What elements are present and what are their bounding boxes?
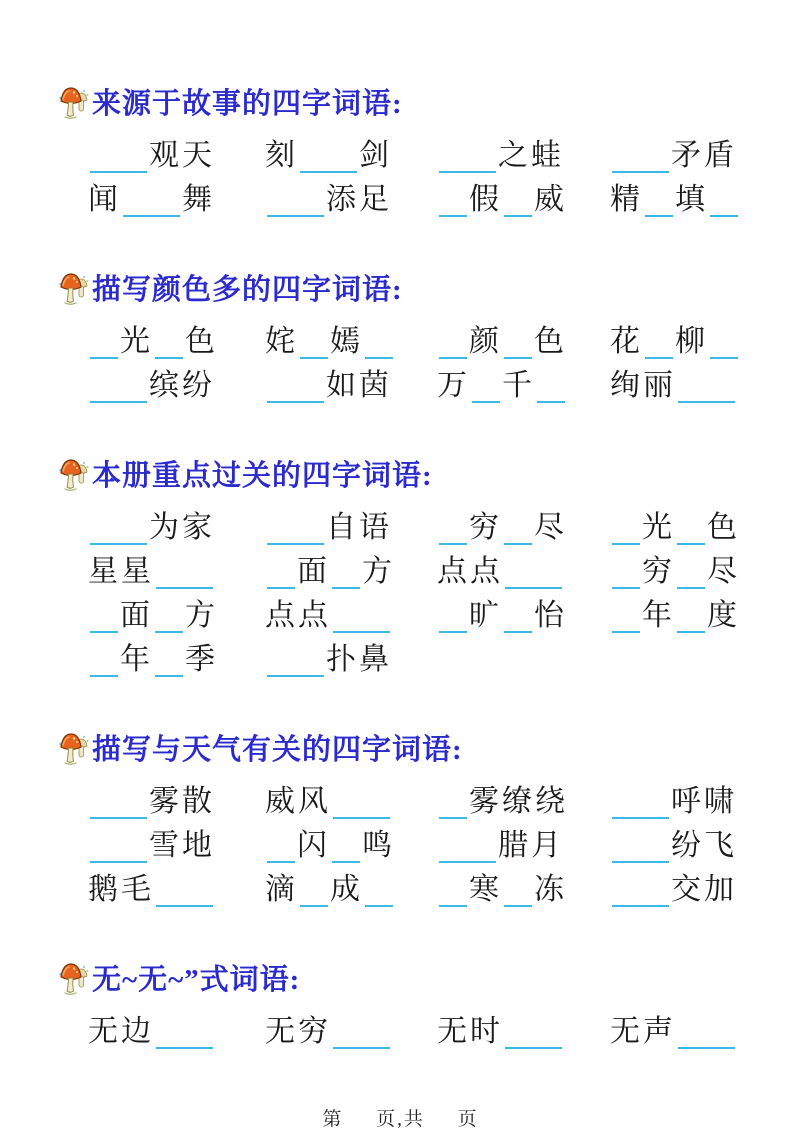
word-item xyxy=(88,596,265,640)
word-text: 自语 xyxy=(326,511,392,544)
answer-blank xyxy=(267,517,324,545)
answer-blank xyxy=(645,189,673,217)
answer-blank xyxy=(155,605,183,633)
word-text: 度 xyxy=(707,599,740,632)
word-row xyxy=(58,640,743,684)
word-text: 色 xyxy=(707,511,740,544)
mushroom-icon xyxy=(58,730,91,766)
answer-blank xyxy=(156,879,213,907)
word-text: 面 xyxy=(297,555,330,588)
word-text: 柳 xyxy=(675,325,708,358)
word-item xyxy=(88,508,265,552)
answer-blank xyxy=(612,791,669,819)
answer-blank xyxy=(504,331,532,359)
word-item xyxy=(265,826,437,870)
word-text: 万 xyxy=(437,369,470,402)
word-item xyxy=(437,366,610,410)
word-item xyxy=(88,552,265,596)
answer-blank xyxy=(504,517,532,545)
word-row xyxy=(58,366,743,410)
word-item xyxy=(610,596,743,640)
word-text: 剑 xyxy=(359,139,392,172)
section-title: 无~无~”式词语: xyxy=(92,964,301,996)
worksheet-sections xyxy=(58,86,743,1056)
word-text: 光 xyxy=(120,325,153,358)
word-text: 舞 xyxy=(182,183,215,216)
answer-blank xyxy=(439,517,467,545)
answer-blank xyxy=(710,331,738,359)
answer-blank xyxy=(439,605,467,633)
word-item xyxy=(88,180,265,224)
word-item xyxy=(265,322,437,366)
answer-blank xyxy=(333,605,390,633)
section-heading xyxy=(58,962,743,998)
word-item xyxy=(88,826,265,870)
word-text: 尽 xyxy=(707,555,740,588)
answer-blank xyxy=(300,331,328,359)
word-text: 旷 xyxy=(469,599,502,632)
answer-blank xyxy=(90,375,147,403)
word-text: 年 xyxy=(642,599,675,632)
word-item xyxy=(437,508,610,552)
answer-blank xyxy=(333,791,390,819)
answer-blank xyxy=(612,605,640,633)
answer-blank xyxy=(332,835,360,863)
answer-blank xyxy=(439,879,467,907)
answer-blank xyxy=(678,375,735,403)
answer-blank xyxy=(90,791,147,819)
word-text: 如茵 xyxy=(326,369,392,402)
word-text: 无穷 xyxy=(265,1015,331,1048)
word-row xyxy=(58,136,743,180)
word-text: 滴 xyxy=(265,873,298,906)
word-text: 之蛙 xyxy=(498,139,564,172)
word-item xyxy=(265,136,437,180)
answer-blank xyxy=(267,561,295,589)
word-text: 刻 xyxy=(265,139,298,172)
word-text: 闻 xyxy=(88,183,121,216)
answer-blank xyxy=(365,879,393,907)
section xyxy=(58,458,743,684)
word-text: 扑鼻 xyxy=(326,643,392,676)
word-text: 鹅毛 xyxy=(88,873,154,906)
word-item xyxy=(265,782,437,826)
word-row xyxy=(58,508,743,552)
answer-blank xyxy=(90,145,147,173)
word-row xyxy=(58,870,743,914)
word-text: 精 xyxy=(610,183,643,216)
word-row xyxy=(58,180,743,224)
page-footer: 第 页,共 页 xyxy=(322,1109,479,1130)
word-item xyxy=(265,180,437,224)
answer-blank xyxy=(267,649,324,677)
word-text: 姹 xyxy=(265,325,298,358)
word-item xyxy=(88,136,265,180)
answer-blank xyxy=(537,375,565,403)
word-text: 年 xyxy=(120,643,153,676)
section-title: 来源于故事的四字词语: xyxy=(92,88,403,120)
word-text: 色 xyxy=(534,325,567,358)
word-item xyxy=(610,1012,743,1056)
answer-blank xyxy=(472,375,500,403)
answer-blank xyxy=(677,561,705,589)
word-item xyxy=(265,640,437,684)
word-text: 穷 xyxy=(469,511,502,544)
word-text: 无边 xyxy=(88,1015,154,1048)
answer-blank xyxy=(612,561,640,589)
answer-blank xyxy=(505,1021,562,1049)
answer-blank xyxy=(90,331,118,359)
word-item xyxy=(88,782,265,826)
word-text: 观天 xyxy=(149,139,215,172)
word-item xyxy=(265,870,437,914)
word-text: 添足 xyxy=(326,183,392,216)
answer-blank xyxy=(439,791,467,819)
answer-blank xyxy=(505,561,562,589)
word-text: 威 xyxy=(534,183,567,216)
word-item xyxy=(437,180,610,224)
answer-blank xyxy=(267,189,324,217)
answer-blank xyxy=(267,835,295,863)
word-text: 雾散 xyxy=(149,785,215,818)
word-item xyxy=(610,782,743,826)
word-text: 寒 xyxy=(469,873,502,906)
answer-blank xyxy=(504,189,532,217)
word-item xyxy=(437,322,610,366)
answer-blank xyxy=(300,145,357,173)
answer-blank xyxy=(612,879,669,907)
word-text: 季 xyxy=(185,643,218,676)
word-text: 方 xyxy=(362,555,395,588)
word-row xyxy=(58,782,743,826)
answer-blank xyxy=(365,331,393,359)
word-item xyxy=(265,1012,437,1056)
answer-blank xyxy=(645,331,673,359)
answer-blank xyxy=(90,649,118,677)
word-item xyxy=(88,1012,265,1056)
word-item xyxy=(610,180,743,224)
answer-blank xyxy=(439,331,467,359)
mushroom-icon xyxy=(58,456,91,492)
word-item xyxy=(437,552,610,596)
word-text: 无时 xyxy=(437,1015,503,1048)
word-text: 腊月 xyxy=(498,829,564,862)
word-row xyxy=(58,322,743,366)
word-item xyxy=(265,366,437,410)
answer-blank xyxy=(300,879,328,907)
word-text: 星星 xyxy=(88,555,154,588)
answer-blank xyxy=(90,835,147,863)
word-text: 交加 xyxy=(671,873,737,906)
word-text: 呼啸 xyxy=(671,785,737,818)
mushroom-icon xyxy=(58,960,91,996)
mushroom-icon xyxy=(58,84,91,120)
word-item xyxy=(610,366,743,410)
word-text: 花 xyxy=(610,325,643,358)
section xyxy=(58,86,743,224)
word-text: 矛盾 xyxy=(671,139,737,172)
answer-blank xyxy=(439,189,467,217)
word-text: 面 xyxy=(120,599,153,632)
word-row xyxy=(58,1012,743,1056)
section xyxy=(58,962,743,1056)
answer-blank xyxy=(332,561,360,589)
answer-blank xyxy=(90,605,118,633)
word-item xyxy=(88,322,265,366)
answer-blank xyxy=(333,1021,390,1049)
word-text: 假 xyxy=(469,183,502,216)
answer-blank xyxy=(504,879,532,907)
section-heading xyxy=(58,732,743,768)
word-text: 成 xyxy=(330,873,363,906)
word-item xyxy=(437,596,610,640)
answer-blank xyxy=(155,649,183,677)
word-text: 千 xyxy=(502,369,535,402)
answer-blank xyxy=(612,145,669,173)
word-item xyxy=(88,640,265,684)
word-item xyxy=(437,870,610,914)
word-text: 绚丽 xyxy=(610,369,676,402)
answer-blank xyxy=(90,517,147,545)
word-text: 点点 xyxy=(265,599,331,632)
word-text: 闪 xyxy=(297,829,330,862)
answer-blank xyxy=(504,605,532,633)
word-text: 雪地 xyxy=(149,829,215,862)
answer-blank xyxy=(123,189,180,217)
word-item xyxy=(437,826,610,870)
answer-blank xyxy=(156,561,213,589)
word-text: 方 xyxy=(185,599,218,632)
word-text: 缤纷 xyxy=(149,369,215,402)
word-row xyxy=(58,826,743,870)
section-heading xyxy=(58,458,743,494)
answer-blank xyxy=(678,1021,735,1049)
word-item xyxy=(88,366,265,410)
answer-blank xyxy=(155,331,183,359)
answer-blank xyxy=(677,605,705,633)
section-heading xyxy=(58,272,743,308)
word-text: 怡 xyxy=(534,599,567,632)
section-title: 描写颜色多的四字词语: xyxy=(92,274,403,306)
word-item xyxy=(88,870,265,914)
word-text: 填 xyxy=(675,183,708,216)
word-text: 穷 xyxy=(642,555,675,588)
answer-blank xyxy=(612,835,669,863)
answer-blank xyxy=(267,375,324,403)
word-item xyxy=(610,826,743,870)
answer-blank xyxy=(677,517,705,545)
word-item xyxy=(265,508,437,552)
section xyxy=(58,732,743,914)
mushroom-icon xyxy=(58,270,91,306)
word-text: 无声 xyxy=(610,1015,676,1048)
section xyxy=(58,272,743,410)
word-text: 威风 xyxy=(265,785,331,818)
word-item xyxy=(610,552,743,596)
word-text: 尽 xyxy=(534,511,567,544)
word-text: 色 xyxy=(185,325,218,358)
word-item xyxy=(610,508,743,552)
answer-blank xyxy=(156,1021,213,1049)
word-text: 雾缭绕 xyxy=(469,785,568,818)
word-item xyxy=(265,596,437,640)
word-text: 纷飞 xyxy=(671,829,737,862)
word-item xyxy=(437,782,610,826)
section-title: 本册重点过关的四字词语: xyxy=(92,460,433,492)
word-text: 点点 xyxy=(437,555,503,588)
answer-blank xyxy=(612,517,640,545)
word-text: 鸣 xyxy=(362,829,395,862)
section-title: 描写与天气有关的四字词语: xyxy=(92,734,463,766)
word-item xyxy=(437,1012,610,1056)
word-row xyxy=(58,596,743,640)
word-text: 光 xyxy=(642,511,675,544)
section-heading xyxy=(58,86,743,122)
word-text: 颜 xyxy=(469,325,502,358)
word-text: 冻 xyxy=(534,873,567,906)
word-item xyxy=(610,136,743,180)
word-row xyxy=(58,552,743,596)
word-item xyxy=(610,870,743,914)
answer-blank xyxy=(439,835,496,863)
answer-blank xyxy=(439,145,496,173)
answer-blank xyxy=(710,189,738,217)
word-item xyxy=(437,136,610,180)
word-text: 嫣 xyxy=(330,325,363,358)
word-item xyxy=(610,322,743,366)
word-text: 为家 xyxy=(149,511,215,544)
word-item xyxy=(265,552,437,596)
